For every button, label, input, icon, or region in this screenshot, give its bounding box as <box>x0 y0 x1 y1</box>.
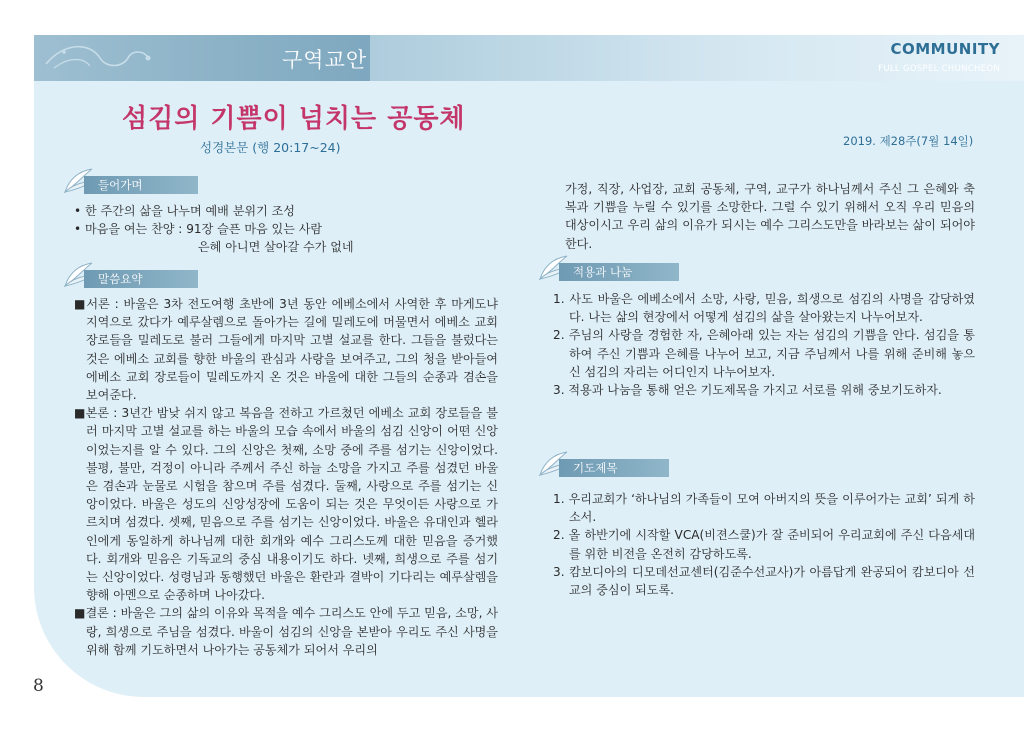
section-heading-summary <box>62 267 202 289</box>
intro-list <box>74 202 504 257</box>
summary-body <box>74 295 498 659</box>
list-item: • 한 주간의 삶을 나누며 예배 분위기 조성 <box>74 204 295 218</box>
list-item: 1. 사도 바울은 에베소에서 소망, 사랑, 믿음, 희생으로 섬김의 사명을 감당하였다. 나는 삶의 현장에서 어떻게 섬김의 삶을 살아왔는지 나누어보자. <box>553 292 975 325</box>
section-heading-label: 적용과 나눔 <box>573 265 633 279</box>
list-item: 3. 캄보디아의 디모데선교센터(김준수선교사)가 아름답게 완공되어 캄보디아 선교의 중심이 되도록. <box>553 564 975 598</box>
summary-continued <box>565 180 975 253</box>
scripture-reference: 성경본문 (행 20:17~24) <box>200 140 341 155</box>
page-number: 8 <box>33 676 44 696</box>
summary-continued-text: 가정, 직장, 사업장, 교회 공동체, 구역, 교구가 하나님께서 주신 그 은혜와 축복과 기쁨을 누릴 수 있기를 소망한다. 그럴 수 있기 위해서 오직 우리 믿음의 대상이시고 우리 삶의 이유가 되시는 예수 그리스도만을 바라보는 삶이 되어야 한다. <box>565 182 975 251</box>
list-item: 2. 올 하반기에 시작할 VCA(비젼스쿨)가 잘 준비되어 우리교회에 주신 다음세대를 위한 비전을 온전히 감당하도록. <box>553 528 975 561</box>
list-item: 3. 적용과 나눔을 통해 얻은 기도제목을 가지고 서로를 위해 중보기도하자. <box>553 383 942 398</box>
list-item: • 마음을 여는 찬양 : 91장 슬픈 마음 있는 사람 <box>74 222 323 237</box>
lesson-date: 2019. 제28주(7월 14일) <box>843 134 974 148</box>
summary-main: ■본론 : 3년간 밤낮 쉬지 않고 복음을 전하고 가르쳤던 에베소 교회 장로들을 불러 마지막 고별 설교를 하는 바울의 모습 속에서 바울의 섬김 신앙이 어떤 신앙이었는지를 알 수 있다. 그의 신앙은 첫째, 소망 중에 주를 섬기는 신앙이었다. 불평, 불만, 걱정이 아니라 주께서 주신 하늘 소망을 가지고 주를 섬겼던 바울은 겸손과 눈물로 시험을 참으며 주를 섬겼다. 둘째, 사랑으로 주를 섬기는 신앙이었다. 바울은 성도의 신앙성장에 도움이 되는 것은 무엇이든 사랑으로 가르치며 섬겼다. 셋째, 믿음으로 주를 섬기는 신앙이었다. 바울은 유대인과 헬라인에게 동일하게 하나님께 대한 회개와 예수 그리스도께 대한 믿음을 증거했다. 회개와 믿음은 기독교의 중심 내용이기도 하다. 넷째, 희생으로 주를 섬기는 신앙이었다. 성령님과 동행했던 바울은 환란과 결박이 기다리는 예루살렘을 향해 아멘으로 순종하며 나아갔다. <box>74 406 498 603</box>
list-item: 1. 우리교회가 ‘하나님의 가족들이 모여 아버지의 뜻을 이루어가는 교회’ 되게 하소서. <box>553 492 975 525</box>
list-item: 은혜 아니면 살아갈 수가 없네 <box>198 240 354 255</box>
apply-list <box>553 290 975 399</box>
church-label: FULL GOSPEL CHUNCHEON <box>878 64 1000 74</box>
summary-intro: ■서론 : 바울은 3차 전도여행 초반에 3년 동안 에베소에서 사역한 후 마게도냐 지역으로 갔다가 예루살렘으로 돌아가는 길에 밀레도에 머물면서 에베소 교회 장로들을 밀레도로 불러 그들에게 마지막 고별 설교를 한다. 그들을 불렀다는 것은 에베소 교회를 향한 바울의 관심과 사랑을 보여주고, 그의 청을 받아들여 에베소 교회 장로들이 밀레도까지 온 것은 바울에 대한 그들의 순종과 겸손을 보여준다. <box>74 297 498 403</box>
section-heading-label: 말씀요약 <box>98 272 143 286</box>
prayer-list <box>553 490 975 599</box>
section-heading-intro <box>62 173 202 195</box>
summary-conclusion: ■결론 : 바울은 그의 삶의 이유와 목적을 예수 그리스도 안에 두고 믿음, 소망, 사랑, 희생으로 주님을 섬겼다. 바울이 섬김의 신앙을 본받아 우리도 주신 사명을 위해 함께 기도하면서 나아가는 공동체가 되어서 우리의 <box>74 606 498 657</box>
section-heading-prayer <box>537 456 682 478</box>
brand-label: COMMUNITY <box>890 40 1000 58</box>
list-item: 2. 주님의 사랑을 경험한 자, 은혜아래 있는 자는 섬김의 기쁨을 안다. 섬김을 통하여 주신 기쁨과 은혜를 나누어 보고, 지금 주님께서 나를 위해 준비해 놓으신 섬김의 자리는 어디인지 나누어보자. <box>553 328 975 379</box>
section-heading-label: 기도제목 <box>573 461 618 475</box>
section-title: 구역교안 <box>282 48 368 72</box>
section-heading-label: 들어가며 <box>98 178 143 192</box>
lesson-title: 섬김의 기쁨이 넘치는 공동체 <box>122 104 466 134</box>
section-heading-apply <box>537 260 682 282</box>
swirl-ornament-icon <box>44 38 164 78</box>
